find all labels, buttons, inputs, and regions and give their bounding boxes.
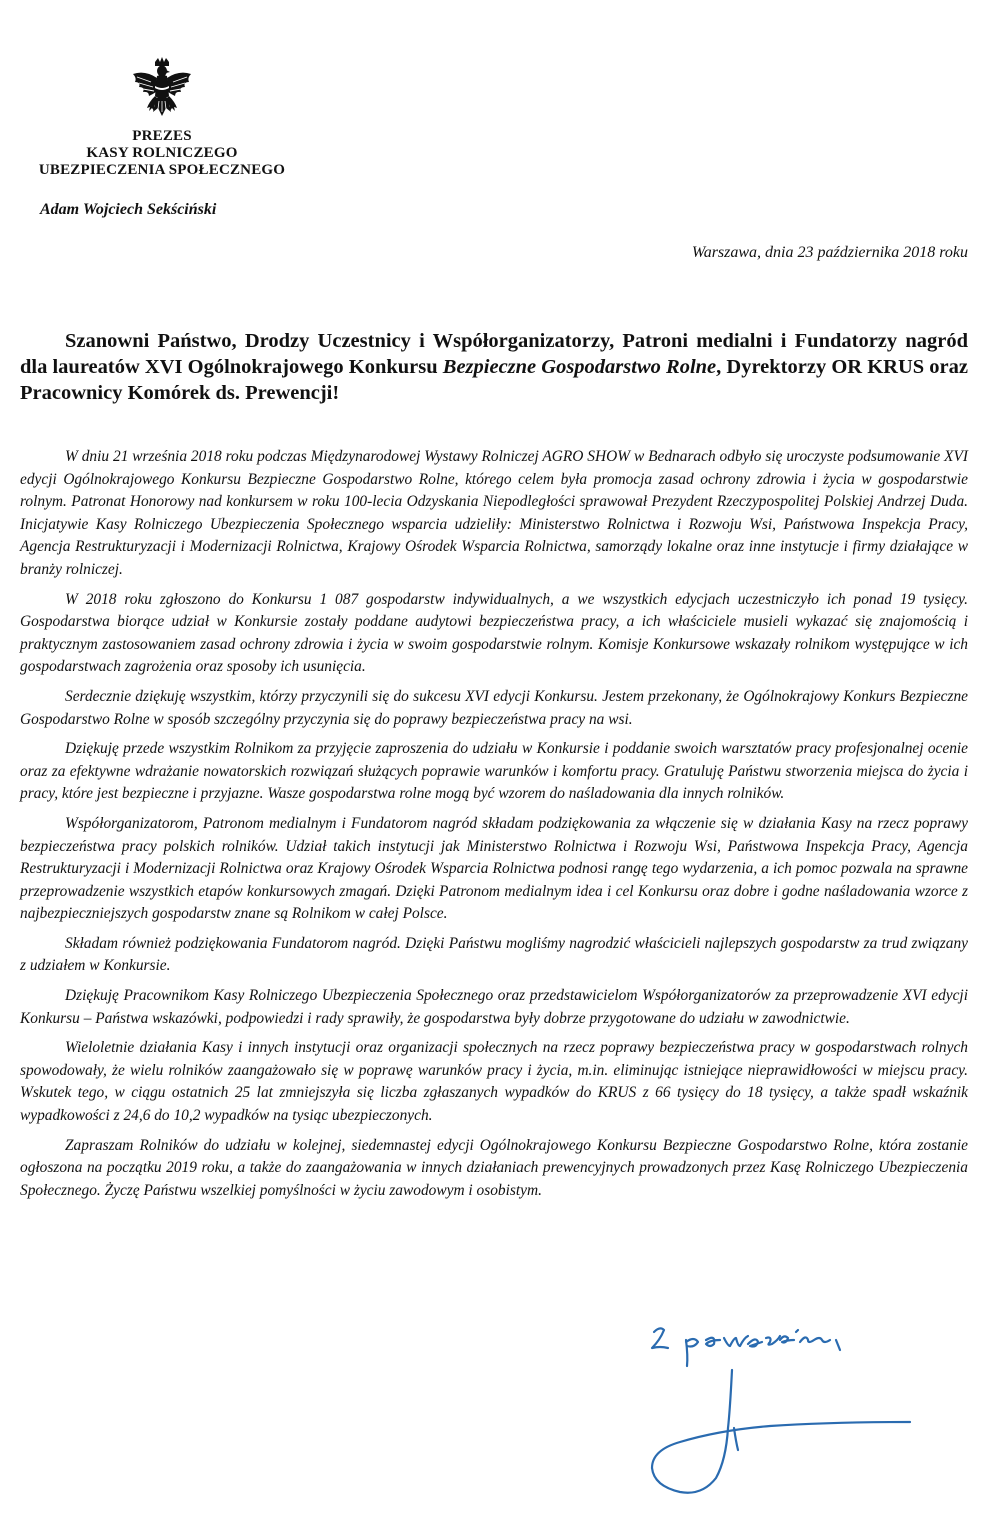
handwritten-signature	[630, 1310, 920, 1500]
salutation-part-2: , Dyrektorzy OR KRUS oraz Pracownicy Komórek ds. Prewencji!	[20, 356, 968, 404]
dateline: Warszawa, dnia 23 października 2018 roku	[691, 244, 968, 261]
org-title-line-3: UBEZPIECZENIA SPOŁECZNEGO	[38, 162, 286, 178]
body-paragraph-1: W dniu 21 września 2018 roku podczas Międzynarodowej Wystawy Rolniczej AGRO SHOW w Bednarach odbyło się uroczyste podsumowanie XVI edycji Ogólnokrajowego Konkursu Bezpieczne Gospodarstwo Rolne, którego celem była promocja zasad ochrony zdrowia i życia w gospodarstwie rolnym. Patronat Honorowy nad konkursem w roku 100-lecia Odzyskania Niepodległości sprawował Prezydent Rzeczypospolitej Polskiej Andrzej Duda. Inicjatywie Kasy Rolniczego Ubezpieczenia Społecznego wsparcia udzieliły: Ministerstwo Rolnictwa i Rozwoju Wsi, Państwowa Inspekcja Pracy, Agencja Restrukturyzacji i Modernizacji Rolnictwa, Krajowy Ośrodek Wsparcia Rolnictwa, samorządy lokalne oraz inne instytucje i firmy działające w branży rolniczej.	[20, 448, 968, 578]
letterhead	[14, 56, 310, 179]
body-paragraph-9: Zapraszam Rolników do udziału w kolejnej, siedemnastej edycji Ogólnokrajowego Konkursu Bezpieczne Gospodarstwo Rolne, która zostanie ogłoszona na początku 2019 roku, a także do zaangażowania w innych działaniach prewencyjnych prowadzonych przez Kasę Rolniczego Ubezpieczenia Społecznego. Życzę Państwu wszelkiej pomyślności w życiu zawodowym i osobistym.	[20, 1136, 968, 1199]
salutation-contest-name: Bezpieczne Gospodarstwo Rolne	[442, 356, 717, 378]
sender-name: Adam Wojciech Sekściński	[40, 201, 217, 218]
org-title-line-1: PREZES	[132, 128, 192, 144]
body-paragraph-2: W 2018 roku zgłoszono do Konkursu 1 087 gospodarstw indywidualnych, a we wszystkich edycjach uczestniczyło ich ponad 19 tysięcy. Gospodarstwa biorące udział w Konkursie zostały poddane audytowi bezpieczeństwa pracy, a ich właściciele musieli wykazać się znajomością i praktycznym zastosowaniem zasad ochrony zdrowia i życia w swoim gospodarstwie rolnym. Komisje Konkursowe wskazały rolnikom występujące w ich gospodarstwach zagrożenia oraz sposoby ich usunięcia.	[20, 590, 968, 676]
salutation	[20, 328, 968, 406]
letter-body	[20, 446, 968, 1209]
org-title-line-2: KASY ROLNICZEGO	[86, 145, 238, 161]
polish-eagle-emblem-icon	[129, 56, 195, 128]
body-paragraph-7: Dziękuję Pracownikom Kasy Rolniczego Ubezpieczenia Społecznego oraz przedstawicielom Współorganizatorów za przeprowadzenie XVI edycji Konkursu – Państwa wskazówki, podpowiedzi i rady sprawiły, że gospodarstwa były dobrze przygotowane do udziału w zawodnictwie.	[20, 987, 968, 1027]
body-paragraph-5: Współorganizatorom, Patronom medialnym i Fundatorom nagród składam podziękowania za włączenie się w działania Kasy na rzecz poprawy bezpieczeństwa pracy polskich rolników. Udział takich instytucji jak Ministerstwo Rolnictwa i Rozwoju Wsi, Państwowa Inspekcja Pracy, Agencja Restrukturyzacji i Modernizacji Rolnictwa oraz Krajowy Ośrodek Wsparcia Rolnictwa podnosi rangę tego wydarzenia, a ich pomoc pozwala na sprawne przeprowadzenie wszystkich etapów konkursowych zmagań. Dzięki Patronom medialnym idea i cel Konkursu oraz dobre i godne naśladowania wzorce z najbezpieczniejszych gospodarstw znane są Rolnikom w całej Polsce.	[20, 814, 968, 923]
body-paragraph-6: Składam również podziękowania Fundatorom nagród. Dzięki Państwu mogliśmy nagrodzić właścicieli najlepszych gospodarstw za trud związany z udziałem w Konkursie.	[20, 934, 968, 975]
body-paragraph-3: Serdecznie dziękuję wszystkim, którzy przyczynili się do sukcesu XVI edycji Konkursu. Jestem przekonany, że Ogólnokrajowy Konkurs Bezpieczne Gospodarstwo Rolne w sposób szczególny przyczynia się do poprawy bezpieczeństwa pracy na wsi.	[20, 687, 968, 728]
salutation-part-1: Szanowni Państwo, Drodzy Uczestnicy i Współorganizatorzy, Patroni medialni i Fundatorzy nagród dla laureatów XVI Ogólnokrajowego Konkursu	[20, 330, 968, 378]
body-paragraph-4: Dziękuję przede wszystkim Rolnikom za przyjęcie zaproszenia do udziału w Konkursie i poddanie swoich warsztatów pracy profesjonalnej ocenie oraz za efektywne wdrażanie nowatorskich rozwiązań służących poprawie warunków i komfortu pracy. Gratuluję Państwu stworzenia miejsca do życia i pracy, które jest bezpieczne i przyjazne. Wasze gospodarstwa rolne mogą być wzorem do naśladowania dla innych rolników.	[20, 740, 968, 803]
body-paragraph-8: Wieloletnie działania Kasy i innych instytucji oraz organizacji społecznych na rzecz poprawy bezpieczeństwa pracy w gospodarstwach rolnych spowodowały, że wielu rolników zaangażowało się w poprawę warunków pracy i życia, m.in. eliminując istniejące nieprawidłowości w miejscu pracy. Wskutek tego, w ciągu ostatnich 25 lat zmniejszyła się liczba zgłaszanych wypadków do KRUS z 66 tysięcy do 18 tysięcy, a także spadł wskaźnik wypadkowości z 24,6 do 10,2 wypadków na tysiąc ubezpieczonych.	[20, 1039, 968, 1125]
